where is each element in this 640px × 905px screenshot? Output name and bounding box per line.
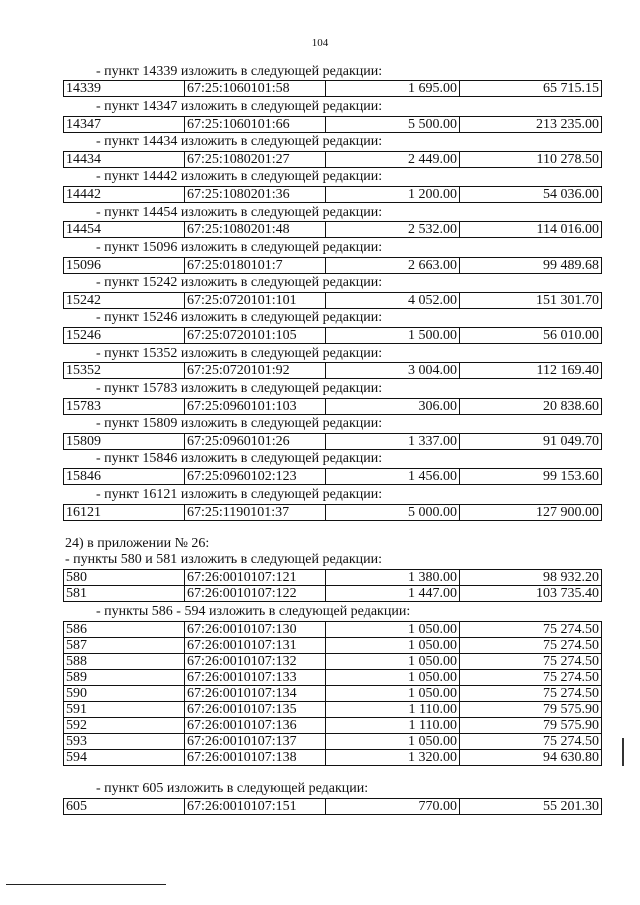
cost-value: 75 274.50 (460, 686, 602, 702)
record-number: 588 (64, 654, 185, 670)
instruction-line: - пункт 14442 изложить в следующей редакции: (96, 169, 383, 184)
footer-rule (6, 884, 166, 885)
table-row (64, 81, 602, 97)
area-value: 1 380.00 (326, 570, 460, 586)
record-number: 15846 (64, 469, 185, 485)
area-value: 1 200.00 (326, 187, 460, 203)
cost-value: 75 274.50 (460, 654, 602, 670)
area-value: 1 447.00 (326, 586, 460, 602)
area-value: 2 449.00 (326, 152, 460, 168)
instruction-line: - пункт 15846 изложить в следующей редакции: (96, 451, 383, 466)
area-value: 1 110.00 (326, 702, 460, 718)
instruction-line: - пункт 15096 изложить в следующей редакции: (96, 240, 383, 255)
cost-value: 98 932.20 (460, 570, 602, 586)
record-number: 16121 (64, 505, 185, 521)
table-row (64, 670, 602, 686)
record-table (63, 569, 602, 602)
table-row (64, 152, 602, 168)
record-number: 590 (64, 686, 185, 702)
cost-value: 56 010.00 (460, 328, 602, 344)
area-value: 2 532.00 (326, 222, 460, 238)
table-row (64, 363, 602, 379)
record-table (63, 798, 602, 815)
record-number: 589 (64, 670, 185, 686)
cadastral-number: 67:26:0010107:121 (185, 570, 326, 586)
area-value: 3 004.00 (326, 363, 460, 379)
cadastral-number: 67:26:0010107:130 (185, 622, 326, 638)
cost-value: 55 201.30 (460, 799, 602, 815)
record-number: 587 (64, 638, 185, 654)
instruction-line: - пункт 14339 изложить в следующей редакции: (96, 64, 383, 79)
area-value: 1 050.00 (326, 654, 460, 670)
table-row (64, 718, 602, 734)
cost-value: 79 575.90 (460, 718, 602, 734)
record-table (63, 504, 602, 521)
scan-margin-mark (622, 738, 624, 766)
cadastral-number: 67:26:0010107:132 (185, 654, 326, 670)
record-table (63, 398, 602, 415)
table-row (64, 434, 602, 450)
cadastral-number: 67:25:0720101:92 (185, 363, 326, 379)
cadastral-number: 67:25:1080201:48 (185, 222, 326, 238)
cadastral-number: 67:25:1190101:37 (185, 505, 326, 521)
table-row (64, 328, 602, 344)
instruction-line: - пункт 15783 изложить в следующей редакции: (96, 381, 383, 396)
area-value: 5 000.00 (326, 505, 460, 521)
record-number: 15096 (64, 258, 185, 274)
area-value: 1 050.00 (326, 622, 460, 638)
record-table (63, 221, 602, 238)
record-number: 15783 (64, 399, 185, 415)
table-row (64, 222, 602, 238)
cost-value: 75 274.50 (460, 670, 602, 686)
record-number: 592 (64, 718, 185, 734)
cost-value: 110 278.50 (460, 152, 602, 168)
instruction-line: - пункт 15352 изложить в следующей редакции: (96, 346, 383, 361)
cadastral-number: 67:25:1060101:58 (185, 81, 326, 97)
record-number: 593 (64, 734, 185, 750)
area-value: 1 320.00 (326, 750, 460, 766)
record-table (63, 80, 602, 97)
cadastral-number: 67:25:1080201:36 (185, 187, 326, 203)
record-number: 581 (64, 586, 185, 602)
area-value: 1 456.00 (326, 469, 460, 485)
table-row (64, 399, 602, 415)
area-value: 1 050.00 (326, 638, 460, 654)
cadastral-number: 67:26:0010107:135 (185, 702, 326, 718)
table-row (64, 117, 602, 133)
area-value: 1 337.00 (326, 434, 460, 450)
table-row (64, 686, 602, 702)
cadastral-number: 67:26:0010107:137 (185, 734, 326, 750)
cadastral-number: 67:26:0010107:122 (185, 586, 326, 602)
cost-value: 20 838.60 (460, 399, 602, 415)
record-table (63, 621, 602, 766)
area-value: 1 050.00 (326, 670, 460, 686)
record-number: 15352 (64, 363, 185, 379)
cadastral-number: 67:26:0010107:138 (185, 750, 326, 766)
cost-value: 75 274.50 (460, 638, 602, 654)
record-number: 14339 (64, 81, 185, 97)
record-table (63, 327, 602, 344)
cost-value: 127 900.00 (460, 505, 602, 521)
record-number: 605 (64, 799, 185, 815)
cadastral-number: 67:25:0960101:103 (185, 399, 326, 415)
record-number: 15242 (64, 293, 185, 309)
table-row (64, 702, 602, 718)
cost-value: 103 735.40 (460, 586, 602, 602)
area-value: 4 052.00 (326, 293, 460, 309)
area-value: 1 050.00 (326, 734, 460, 750)
cadastral-number: 67:25:0720101:101 (185, 293, 326, 309)
cadastral-number: 67:26:0010107:134 (185, 686, 326, 702)
cadastral-number: 67:26:0010107:131 (185, 638, 326, 654)
record-table (63, 292, 602, 309)
cost-value: 65 715.15 (460, 81, 602, 97)
cadastral-number: 67:25:0960101:26 (185, 434, 326, 450)
cost-value: 99 153.60 (460, 469, 602, 485)
area-value: 5 500.00 (326, 117, 460, 133)
instruction-line: - пункт 15246 изложить в следующей редакции: (96, 310, 383, 325)
record-number: 15809 (64, 434, 185, 450)
record-number: 14434 (64, 152, 185, 168)
cost-value: 75 274.50 (460, 734, 602, 750)
table-row (64, 750, 602, 766)
table-row (64, 570, 602, 586)
table-row (64, 734, 602, 750)
table-row (64, 586, 602, 602)
record-number: 15246 (64, 328, 185, 344)
table-row (64, 799, 602, 815)
cost-value: 213 235.00 (460, 117, 602, 133)
cadastral-number: 67:25:0960102:123 (185, 469, 326, 485)
record-number: 586 (64, 622, 185, 638)
area-value: 1 500.00 (326, 328, 460, 344)
instruction-line: - пункт 15809 изложить в следующей редакции: (96, 416, 383, 431)
record-number: 594 (64, 750, 185, 766)
cadastral-number: 67:25:1080201:27 (185, 152, 326, 168)
table-row (64, 187, 602, 203)
cost-value: 91 049.70 (460, 434, 602, 450)
record-number: 14442 (64, 187, 185, 203)
cost-value: 79 575.90 (460, 702, 602, 718)
cost-value: 54 036.00 (460, 187, 602, 203)
cadastral-number: 67:25:0720101:105 (185, 328, 326, 344)
cost-value: 112 169.40 (460, 363, 602, 379)
instruction-line: - пункт 605 изложить в следующей редакции: (96, 781, 369, 796)
area-value: 1 695.00 (326, 81, 460, 97)
record-table (63, 433, 602, 450)
instruction-line: - пункт 15242 изложить в следующей редакции: (96, 275, 383, 290)
appendix-heading: 24) в приложении № 26: (65, 536, 210, 551)
record-table (63, 186, 602, 203)
instruction-line: - пункты 580 и 581 изложить в следующей редакции: (65, 552, 383, 567)
table-row (64, 638, 602, 654)
record-number: 14454 (64, 222, 185, 238)
area-value: 770.00 (326, 799, 460, 815)
cadastral-number: 67:25:1060101:66 (185, 117, 326, 133)
instruction-line: - пункт 14434 изложить в следующей редакции: (96, 134, 383, 149)
record-table (63, 257, 602, 274)
cost-value: 99 489.68 (460, 258, 602, 274)
cadastral-number: 67:25:0180101:7 (185, 258, 326, 274)
table-row (64, 505, 602, 521)
table-row (64, 293, 602, 309)
page-number: 104 (311, 37, 329, 49)
cadastral-number: 67:26:0010107:151 (185, 799, 326, 815)
cadastral-number: 67:26:0010107:136 (185, 718, 326, 734)
record-number: 591 (64, 702, 185, 718)
cost-value: 75 274.50 (460, 622, 602, 638)
record-number: 14347 (64, 117, 185, 133)
record-number: 580 (64, 570, 185, 586)
record-table (63, 468, 602, 485)
table-row (64, 258, 602, 274)
record-table (63, 116, 602, 133)
cost-value: 151 301.70 (460, 293, 602, 309)
instruction-line: - пункты 586 - 594 изложить в следующей редакции: (96, 604, 411, 619)
table-row (64, 654, 602, 670)
cost-value: 114 016.00 (460, 222, 602, 238)
area-value: 2 663.00 (326, 258, 460, 274)
area-value: 306.00 (326, 399, 460, 415)
instruction-line: - пункт 14347 изложить в следующей редакции: (96, 99, 383, 114)
cadastral-number: 67:26:0010107:133 (185, 670, 326, 686)
cost-value: 94 630.80 (460, 750, 602, 766)
instruction-line: - пункт 14454 изложить в следующей редакции: (96, 205, 383, 220)
table-row (64, 469, 602, 485)
area-value: 1 110.00 (326, 718, 460, 734)
table-row (64, 622, 602, 638)
instruction-line: - пункт 16121 изложить в следующей редакции: (96, 487, 383, 502)
record-table (63, 362, 602, 379)
area-value: 1 050.00 (326, 686, 460, 702)
record-table (63, 151, 602, 168)
